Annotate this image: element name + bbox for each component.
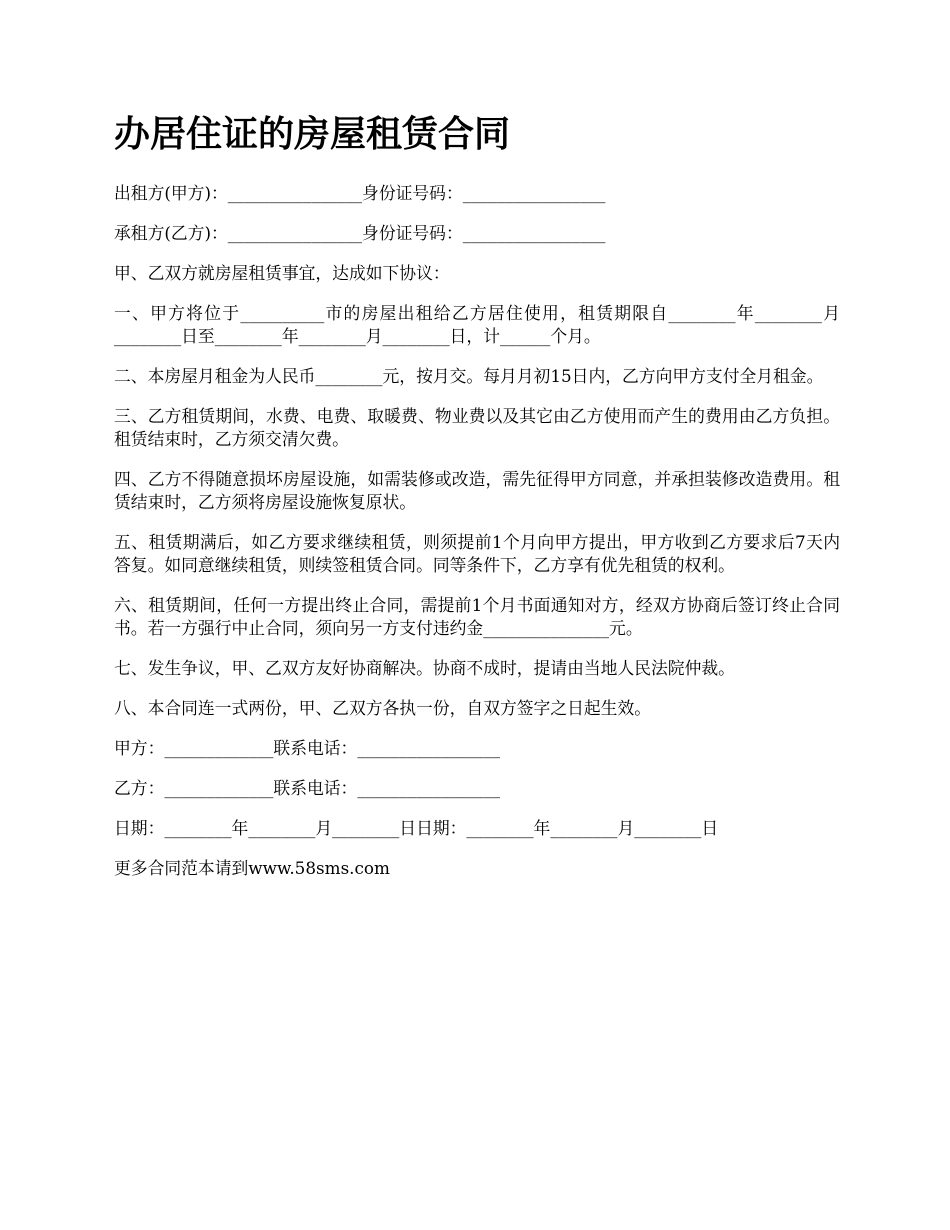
clause-6-termination: 六、租赁期间，任何一方提出终止合同，需提前1个月书面通知对方，经双方协商后签订终止合同书。若一方强行中止合同，须向另一方支付违约金_______________元。 [114,595,840,638]
clause-3-utilities: 三、乙方租赁期间，水费、电费、取暖费、物业费以及其它由乙方使用而产生的费用由乙方负担。租赁结束时，乙方须交清欠费。 [114,406,840,449]
clause-1-lease-term: 一、甲方将位于__________市的房屋出租给乙方居住使用，租赁期限自________年________月________日至________年________月________日，计______个月。 [114,303,840,346]
party-b-signature-line: 乙方：_____________联系电话：_________________ [114,778,500,798]
lessee-line: 承租方(乙方)：________________身份证号码：_________________ [114,223,606,243]
clause-4-facilities: 四、乙方不得随意损坏房屋设施，如需装修或改造，需先征得甲方同意，并承担装修改造费用。租赁结束时，乙方须将房屋设施恢复原状。 [114,469,840,512]
clause-8-copies: 八、本合同连一式两份，甲、乙双方各执一份，自双方签字之日起生效。 [114,698,652,718]
document-title: 办居住证的房屋租赁合同 [114,114,511,155]
date-line: 日期：________年________月________日日期：________年________月________日 [114,818,719,838]
footer-note: 更多合同范本请到www.58sms.com [114,858,390,878]
contract-page [114,112,840,897]
party-a-signature-line: 甲方：_____________联系电话：_________________ [114,738,500,758]
clause-7-disputes: 七、发生争议，甲、乙双方友好协商解决。协商不成时，提请由当地人民法院仲裁。 [114,658,735,678]
clause-5-renewal: 五、租赁期满后，如乙方要求继续租赁，则须提前1个月向甲方提出，甲方收到乙方要求后7天内答复。如同意继续租赁，则续签租赁合同。同等条件下，乙方享有优先租赁的权利。 [114,532,840,575]
agreement-intro: 甲、乙双方就房屋租赁事宜，达成如下协议： [114,263,450,283]
clause-2-rent: 二、本房屋月租金为人民币________元，按月交。每月月初15日内，乙方向甲方支付全月租金。 [114,366,824,386]
lessor-line: 出租方(甲方)：________________身份证号码：_________________ [114,183,606,203]
